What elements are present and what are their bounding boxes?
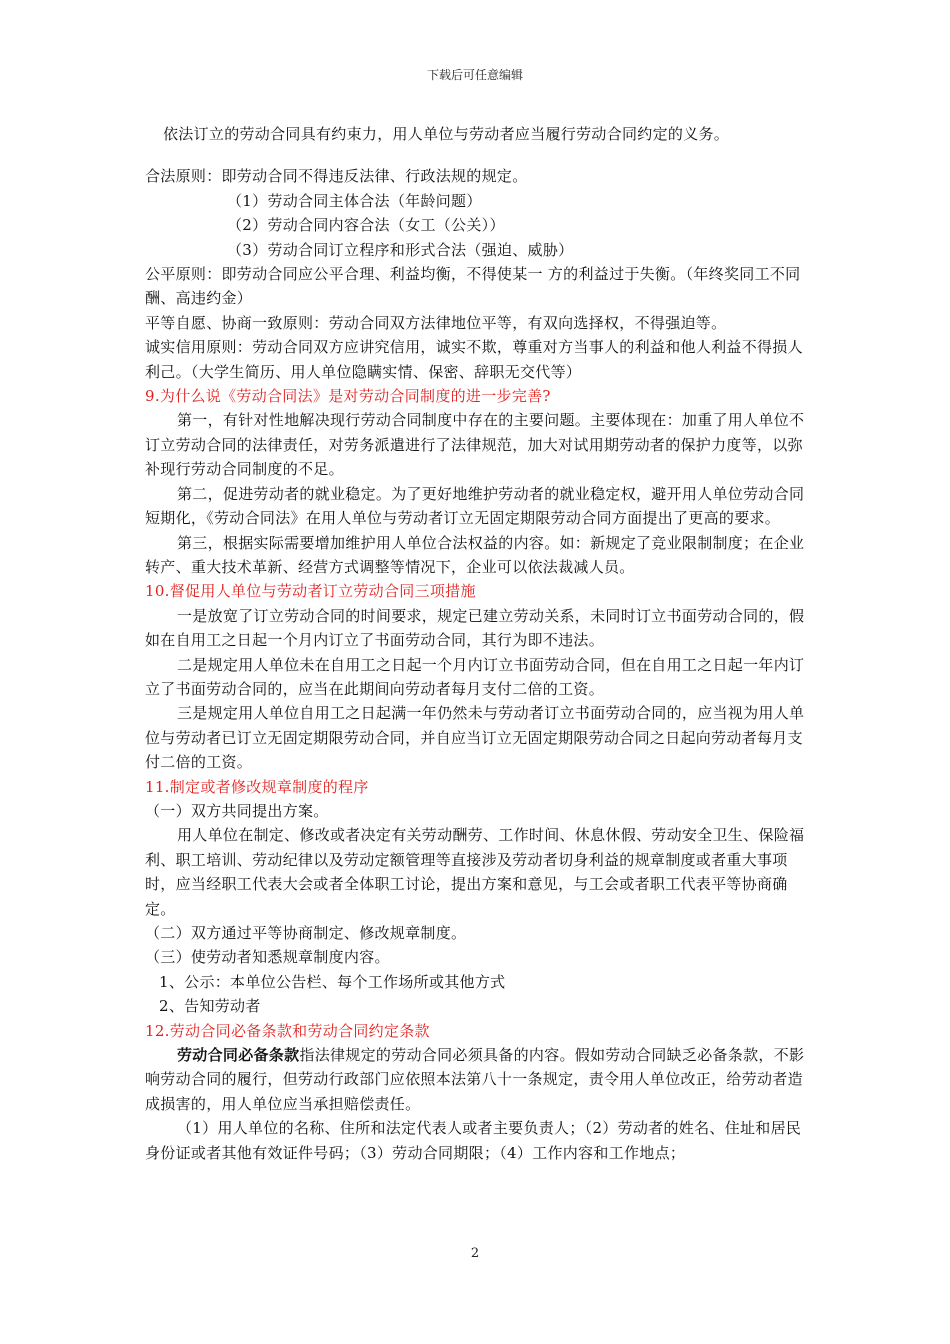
section-9-paragraph-3: 第三，根据实际需要增加维护用人单位合法权益的内容。如：新规定了竞业限制制度；在企业转产、重大技术革新、经营方式调整等情况下，企业可以依法裁减人员。: [145, 533, 805, 576]
section-heading-9: 9.为什么说《劳动合同法》是对劳动合同制度的进一步完善?: [145, 387, 551, 406]
required-clause-definition: 指法律规定的劳动合同必须具备的内容。假如劳动合同缺乏必备条款，不影响劳动合同的履行，但劳动行政部门应依照本法第八十一条规定，责令用人单位改正，给劳动者造成损害的，用人单位应当承担赔偿责任。: [145, 1046, 805, 1113]
required-clause-term: 劳动合同必备条款: [177, 1046, 300, 1065]
section-9-paragraph-1: 第一，有针对性地解决现行劳动合同制度中存在的主要问题。主要体现在：加重了用人单位不订立劳动合同的法律责任，对劳务派遣进行了法律规范，加大对试用期劳动者的保护力度等，以弥补现行劳动合同制度的不足。: [145, 411, 805, 479]
section-11-paragraph-1: 用人单位在制定、修改或者决定有关劳动酬劳、工作时间、休息休假、劳动安全卫生、保险福利、职工培训、劳动纪律以及劳动定额管理等直接涉及劳动者切身利益的规章制度或者重大事项时，应当经职工代表大会或者全体职工讨论，提出方案和意见，与工会或者职工代表平等协商确定。: [145, 826, 805, 918]
intro-paragraph: 依法订立的劳动合同具有约束力，用人单位与劳动者应当履行劳动合同约定的义务。: [163, 125, 730, 143]
page-number: 2: [470, 1246, 480, 1261]
section-12-paragraph-2: （1）用人单位的名称、住所和法定代表人或者主要负责人；（2）劳动者的姓名、住址和居民身份证或者其他有效证件号码；（3）劳动合同期限；（4）工作内容和工作地点；: [145, 1119, 802, 1162]
section-11-item-2: 2、告知劳动者: [159, 997, 261, 1016]
section-10-paragraph-1: 一是放宽了订立劳动合同的时间要求，规定已建立劳动关系，未同时订立书面劳动合同的，假如在自用工之日起一个月内订立了书面劳动合同，其行为即不违法。: [145, 606, 805, 650]
section-9-paragraph-2: 第二，促进劳动者的就业稳定。为了更好地维护劳动者的就业稳定权，避开用人单位劳动合同短期化，《劳动合同法》在用人单位与劳动者订立无固定期限劳动合同方面提出了更高的要求。: [145, 484, 805, 528]
legal-item-3: （3）劳动合同订立程序和形式合法（强迫、威胁）: [227, 240, 574, 259]
legal-item-1: （1）劳动合同主体合法（年龄问题）: [227, 191, 482, 210]
legal-principle: 合法原则：即劳动合同不得违反法律、行政法规的规定。: [145, 167, 528, 186]
page-header: 下载后可任意编辑: [426, 68, 523, 82]
legal-item-2: （2）劳动合同内容合法（女工（公关））: [227, 216, 505, 235]
document-body: [145, 122, 810, 1165]
fair-principle: 公平原则：即劳动合同应公平合理、利益均衡，不得使某一 方的利益过于失衡。（年终奖同工不同酬、高违约金）: [145, 265, 801, 308]
section-heading-10: 10.督促用人单位与劳动者订立劳动合同三项措施: [145, 582, 476, 601]
section-12-paragraph-1: [145, 1043, 810, 1116]
section-heading-12: 12.劳动合同必备条款和劳动合同约定条款: [145, 1021, 430, 1040]
honesty-principle: 诚实信用原则：劳动合同双方应讲究信用，诚实不欺，尊重对方当事人的利益和他人利益不得损人利己。（大学生简历、用人单位隐瞒实情、保密、辞职无交代等）: [145, 338, 803, 381]
equality-principle: 平等自愿、协商一致原则：劳动合同双方法律地位平等，有双向选择权，不得强迫等。: [145, 313, 727, 332]
section-11-item-1: 1、公示：本单位公告栏、每个工作场所或其他方式: [159, 972, 506, 991]
section-11-step-3: （三）使劳动者知悉规章制度内容。: [145, 948, 390, 967]
section-heading-11: 11.制定或者修改规章制度的程序: [145, 777, 369, 796]
section-10-paragraph-2: 二是规定用人单位未在自用工之日起一个月内订立书面劳动合同，但在自用工之日起一年内订立了书面劳动合同的，应当在此期间向劳动者每月支付二倍的工资。: [145, 655, 805, 698]
section-10-paragraph-3: 三是规定用人单位自用工之日起满一年仍然未与劳动者订立书面劳动合同的，应当视为用人单位与劳动者已订立无固定期限劳动合同，并自应当订立无固定期限劳动合同之日起向劳动者每月支付二倍的工资。: [145, 704, 805, 772]
spacer: [145, 146, 810, 164]
section-11-step-2: （二）双方通过平等协商制定、修改规章制度。: [145, 924, 467, 942]
section-11-step-1: （一）双方共同提出方案。: [145, 801, 329, 820]
